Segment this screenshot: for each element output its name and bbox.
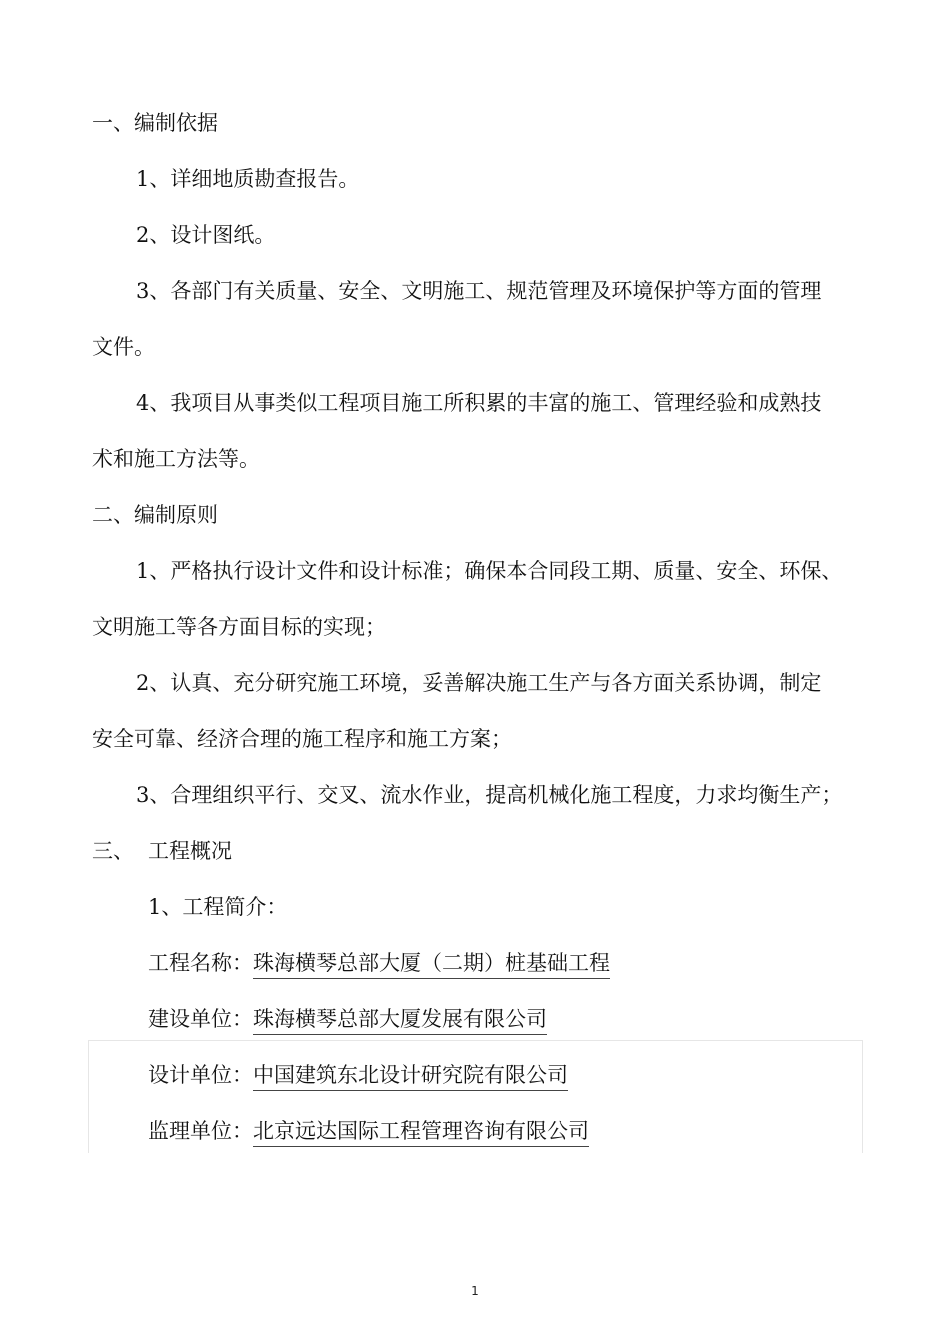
section-heading-overview: 工程概况 (148, 839, 232, 863)
principle-item-3: 3、合理组织平行、交叉、流水作业，提高机械化施工程度，力求均衡生产； (136, 783, 843, 807)
section-heading-overview-number: 三、 (92, 839, 134, 863)
basis-item-2: 2、设计图纸。 (136, 223, 276, 247)
basis-item-4: 4、我项目从事类似工程项目施工所积累的丰富的施工、管理经验和成熟技 (136, 391, 822, 415)
designer-row (148, 1061, 568, 1091)
project-name-value: 珠海横琴总部大厦（二期）桩基础工程 (253, 951, 610, 979)
principle-item-1: 1、严格执行设计文件和设计标准；确保本合同段工期、质量、安全、环保、 (136, 559, 843, 583)
supervisor-value: 北京远达国际工程管理咨询有限公司 (253, 1119, 589, 1147)
owner-value: 珠海横琴总部大厦发展有限公司 (253, 1007, 547, 1035)
basis-item-4-cont: 术和施工方法等。 (92, 447, 260, 471)
page-number: 1 (471, 1284, 479, 1298)
basis-item-3: 3、各部门有关质量、安全、文明施工、规范管理及环境保护等方面的管理 (136, 279, 822, 303)
overview-subheading: 1、工程简介： (148, 895, 288, 919)
project-name-row (148, 949, 610, 979)
section-heading-principles: 二、编制原则 (92, 503, 218, 527)
principle-item-1-cont: 文明施工等各方面目标的实现； (92, 615, 386, 639)
principle-item-2-cont: 安全可靠、经济合理的施工程序和施工方案； (92, 727, 512, 751)
owner-row (148, 1005, 547, 1035)
section-heading-basis: 一、编制依据 (92, 111, 218, 135)
designer-label: 设计单位： (148, 1063, 253, 1087)
project-name-label: 工程名称： (148, 951, 253, 975)
supervisor-label: 监理单位： (148, 1119, 253, 1143)
basis-item-3-cont: 文件。 (92, 335, 155, 359)
designer-value: 中国建筑东北设计研究院有限公司 (253, 1063, 568, 1091)
principle-item-2: 2、认真、充分研究施工环境，妥善解决施工生产与各方面关系协调，制定 (136, 671, 822, 695)
supervisor-row (148, 1117, 589, 1147)
owner-label: 建设单位： (148, 1007, 253, 1031)
basis-item-1: 1、详细地质勘查报告。 (136, 167, 360, 191)
